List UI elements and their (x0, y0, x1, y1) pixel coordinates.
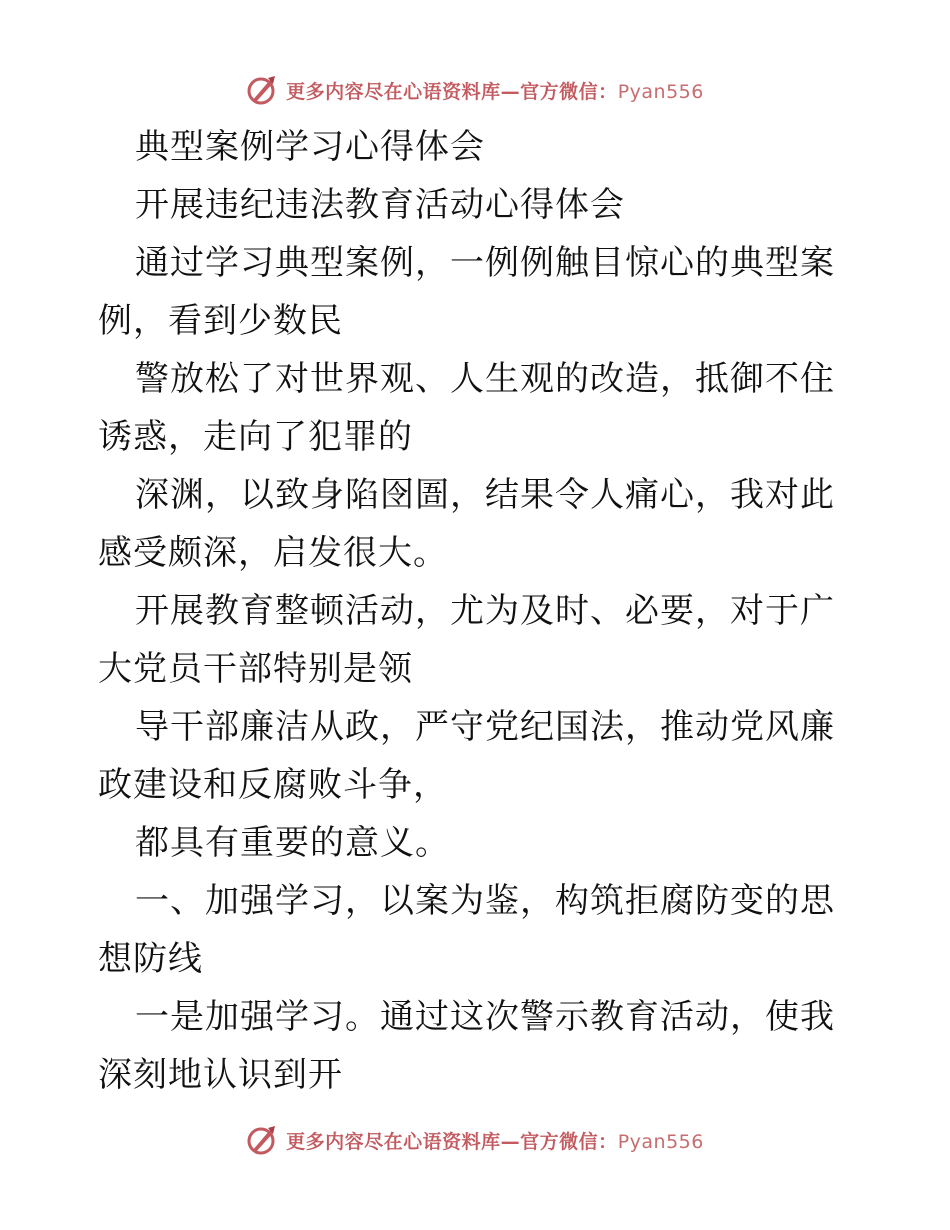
header-watermark (0, 70, 950, 110)
watermark-separator: — (500, 80, 521, 103)
paragraph: 导干部廉洁从政，严守党纪国法，推动党风廉政建设和反腐败斗争， (98, 707, 835, 805)
watermark-wechat-id: Pyan556 (617, 1130, 704, 1153)
watermark-text (286, 1127, 704, 1154)
watermark-brand: 更多内容尽在心语资料库 (286, 1130, 501, 1153)
watermark-wechat-label: 官方微信： (520, 1130, 618, 1153)
watermark-text (286, 77, 704, 104)
paragraph: 一是加强学习。通过这次警示教育活动，使我深刻地认识到开 (98, 997, 835, 1095)
watermark-separator: — (500, 1130, 521, 1153)
paragraph: 都具有重要的意义。 (135, 823, 450, 863)
document-body (98, 118, 858, 1104)
footer-watermark (0, 1120, 950, 1160)
paragraph: 警放松了对世界观、人生观的改造，抵御不住诱惑，走向了犯罪的 (98, 359, 835, 457)
document-subtitle: 开展违纪违法教育活动心得体会 (135, 185, 625, 225)
paragraph: 通过学习典型案例，一例例触目惊心的典型案例，看到少数民 (98, 243, 835, 341)
section-heading: 一、加强学习，以案为鉴，构筑拒腐防变的思想防线 (98, 881, 835, 979)
quill-logo-icon (246, 74, 278, 106)
watermark-wechat-id: Pyan556 (617, 80, 704, 103)
paragraph: 开展教育整顿活动，尤为及时、必要，对于广大党员干部特别是领 (98, 591, 835, 689)
document-title: 典型案例学习心得体会 (135, 127, 485, 167)
paragraph: 深渊，以致身陷囹圄，结果令人痛心，我对此感受颇深，启发很大。 (98, 475, 835, 573)
watermark-brand: 更多内容尽在心语资料库 (286, 80, 501, 103)
quill-logo-icon (246, 1124, 278, 1156)
watermark-wechat-label: 官方微信： (520, 80, 618, 103)
